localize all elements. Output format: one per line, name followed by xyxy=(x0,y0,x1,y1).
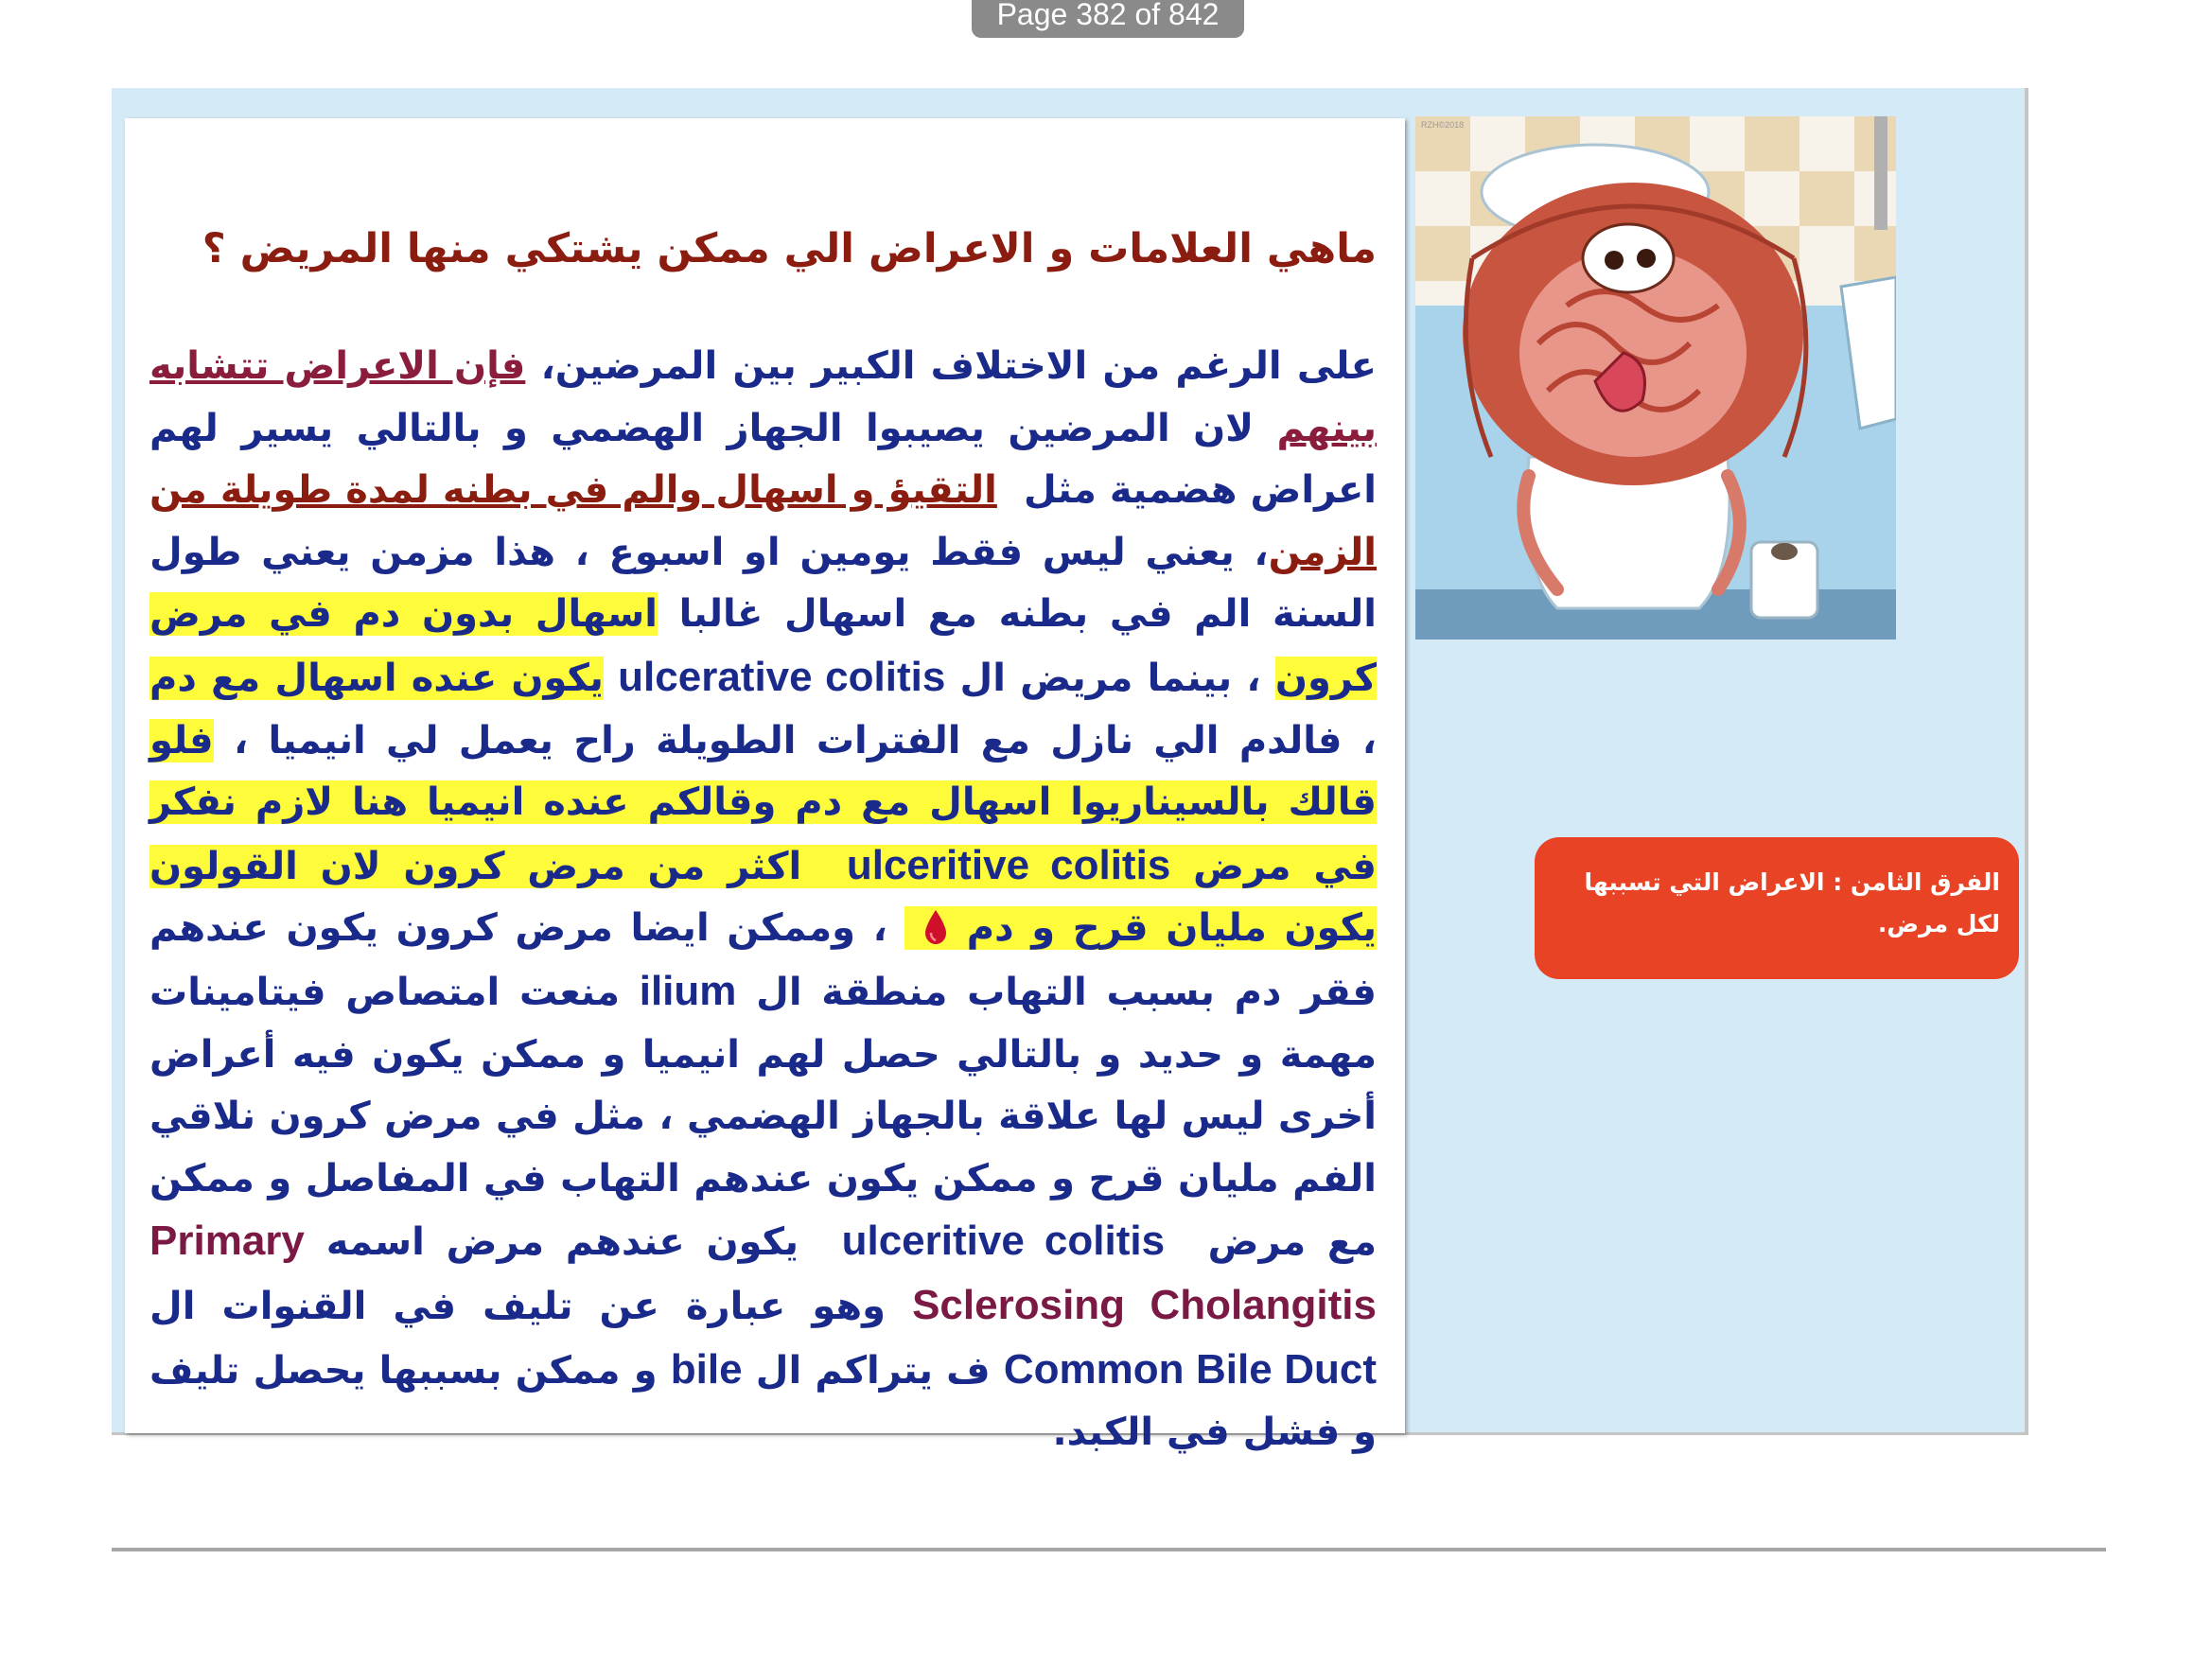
body-paragraph xyxy=(149,336,1377,1464)
body-text-segment: يكون عندهم مرض اسمه xyxy=(325,1220,799,1265)
body-text-segment: وهو عبارة عن تليف في القنوات ال xyxy=(149,1284,886,1328)
body-text-segment: ، وممكن ايضا مرض كرون يكون عندهم فقر دم بسبب التهاب منطقة ال xyxy=(149,906,1377,1014)
english-term: ulceritive colitis xyxy=(846,841,1171,888)
text-box xyxy=(125,118,1405,1455)
callout-box: الفرق الثامن : الاعراض التي تسببها لكل مرض. xyxy=(1535,837,2019,979)
highlighted-segment: يكون عنده اسهال مع دم xyxy=(149,656,604,700)
highlighted-segment: اسهال بدون دم في مرض كرون xyxy=(149,592,1377,700)
intestines-cartoon-icon xyxy=(1415,116,1896,640)
highlighted-text: فلو قالك بالسيناريوا اسهال مع دم وقالكم عنده انيميا هنا لازم نفكر في مرض xyxy=(149,718,1377,888)
english-term: bile xyxy=(670,1345,743,1393)
illustration-watermark: RZH©2018 xyxy=(1421,120,1465,130)
underlined-segment: فإن الاعراض تتشابه بينهم xyxy=(149,344,1377,450)
body-text-segment: لان المرضين يصيبوا الجهاز الهضمي و بالتالي يسير لهم اعراض هضمية مثل xyxy=(149,406,1377,513)
english-term: ulcerative colitis xyxy=(618,653,946,700)
page-divider xyxy=(112,1548,2106,1551)
body-text-segment: ، فالدم الي نازل مع الفترات الطويلة راح يعمل لي انيميا ، xyxy=(233,718,1377,762)
highlighted-text: اكثر من مرض كرون لان القولون يكون مليان قرح و دم xyxy=(149,844,1377,951)
body-text-segment: ف يتراكم ال xyxy=(755,1348,991,1393)
english-term: ilium xyxy=(639,967,737,1014)
body-text-segment: ، يعني ليس فقط يومين او اسبوع ، هذا مزمن يعني طول السنة الم في بطنه مع اسهال غالبا xyxy=(149,530,1377,637)
page-indicator: Page 382 of 842 xyxy=(972,0,1244,38)
body-text-segment: و ممكن بسببها يحصل تليف و فشل في الكبد. xyxy=(149,1348,1377,1455)
question-heading: ماهي العلامات و الاعراض الي ممكن يشتكي منها المريض ؟ xyxy=(202,225,1377,272)
english-term: Common Bile Duct xyxy=(1003,1345,1377,1393)
underlined-segment: التقيؤ و اسهال والم في بطنه لمدة طويلة من الزمن xyxy=(149,468,1377,574)
blood-drop-icon xyxy=(922,908,949,946)
body-text-segment: منعت امتصاص فيتامينات مهمة و حديد و بالتالي حصل لهم انيميا و ممكن يكون فيه أعراض أخرى ليس لها علاقة بالجهاز الهضمي ، مثل في مرض كرون نلاقي الفم مليان قرح و ممكن يكون عندهم التهاب في المفاصل و ممكن مع مرض xyxy=(149,970,1377,1265)
english-term-highlighted: Primary Sclerosing Cholangitis xyxy=(149,1218,1377,1328)
body-text-segment: ، بينما مريض ال xyxy=(959,656,1261,700)
english-term: ulceritive colitis xyxy=(841,1218,1166,1265)
body-text-segment: على الرغم من الاختلاف الكبير بين المرضين، xyxy=(540,344,1377,388)
slide xyxy=(112,88,2028,1455)
